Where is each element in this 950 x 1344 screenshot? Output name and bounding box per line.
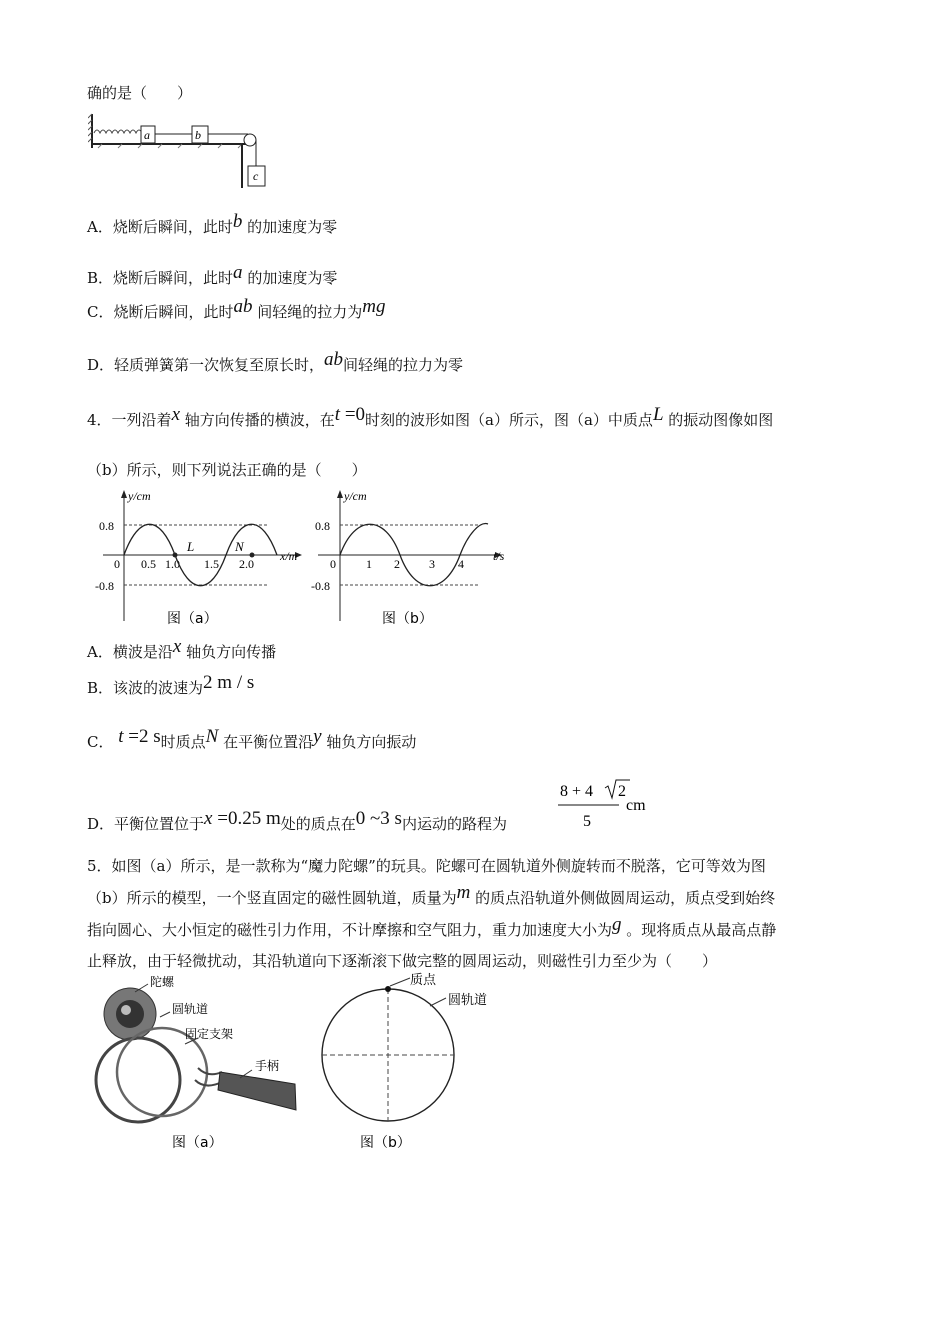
q5-stem [87, 851, 867, 977]
q5-stem-line2: （b）所示的模型，一个竖直固定的磁性圆轨道，质量为m 的质点沿轨道外侧做圆周运动，质点受到始终 [87, 882, 776, 907]
svg-text:图（b）: 图（b） [360, 1135, 411, 1151]
q3-spring-block-figure [88, 108, 278, 190]
q3-stem-tail: 确的是（ ） [87, 84, 193, 102]
svg-text:2.0: 2.0 [239, 557, 254, 571]
svg-text:3: 3 [429, 557, 435, 571]
svg-text:0.5: 0.5 [141, 557, 156, 571]
svg-text:y/cm: y/cm [344, 489, 367, 503]
svg-text:手柄: 手柄 [255, 1059, 280, 1073]
svg-text:-0.8: -0.8 [95, 579, 114, 593]
q5-figure-a-toy [90, 972, 315, 1157]
q3-block-a-label: a [144, 128, 150, 142]
svg-text:0: 0 [114, 557, 120, 571]
q5-figure-b-track [318, 972, 518, 1157]
q3-option-c[interactable]: C．烧断后瞬间，此时ab 间轻绳的拉力为mg [87, 296, 386, 321]
svg-text:1.5: 1.5 [204, 557, 219, 571]
q4-option-b[interactable]: B．该波的波速为2 m / s [87, 672, 255, 697]
svg-text:圆轨道: 圆轨道 [172, 1002, 209, 1016]
q4-option-d[interactable]: D．平衡位置位于x =0.25 m处的质点在0 ~3 s内运动的路程为 [87, 808, 507, 833]
svg-text:0.8: 0.8 [315, 519, 330, 533]
svg-text:-0.8: -0.8 [311, 579, 330, 593]
svg-text:1: 1 [366, 557, 372, 571]
svg-text:图（a）: 图（a） [167, 611, 218, 627]
gyroscope-icon [104, 988, 156, 1040]
svg-text:质点: 质点 [410, 973, 437, 988]
q4-stem-line1: 4．一列沿着x 轴方向传播的横波，在t =0时刻的波形如图（a）所示，图（a）中质点L 的振动图像如图 [87, 404, 774, 429]
svg-text:2: 2 [394, 557, 400, 571]
svg-text:4: 4 [458, 557, 464, 571]
svg-text:2: 2 [618, 783, 626, 800]
q3-block-c-label: c [253, 169, 259, 183]
svg-text:L: L [187, 539, 195, 554]
q3-option-b[interactable]: B．烧断后瞬间，此时a 的加速度为零 [87, 262, 338, 287]
svg-text:固定支架: 固定支架 [185, 1027, 234, 1041]
q4-option-c[interactable]: C． t =2 s时质点N 在平衡位置沿y 轴负方向振动 [87, 726, 417, 751]
q5-stem-line3: 指向圆心、大小恒定的磁性引力作用，不计摩擦和空气阻力，重力加速度大小为g 。现将质点从最高点静 [87, 914, 777, 939]
q3-block-b-label: b [195, 128, 201, 142]
svg-text:8 + 4: 8 + 4 [560, 783, 594, 800]
svg-text:N: N [235, 539, 244, 554]
svg-text:x/m: x/m [280, 549, 298, 563]
q5-stem-line1: 5．如图（a）所示，是一款称为“魔力陀螺”的玩具。陀螺可在圆轨道外侧旋转而不脱落，它可等效为图 [87, 857, 766, 875]
q4-figure-a-wave [95, 486, 310, 631]
svg-text:图（a）: 图（a） [172, 1135, 223, 1151]
q3-option-a[interactable]: A．烧断后瞬间，此时b 的加速度为零 [87, 211, 338, 236]
svg-text:5: 5 [583, 813, 591, 830]
q4-figure-b-vibration [310, 486, 520, 631]
svg-text:y/cm: y/cm [128, 489, 151, 503]
q4-option-a[interactable]: A．横波是沿x 轴负方向传播 [87, 636, 277, 661]
svg-text:图（b）: 图（b） [382, 611, 433, 627]
q3-option-d[interactable]: D．轻质弹簧第一次恢复至原长时，ab间轻绳的拉力为零 [87, 349, 464, 374]
q5-stem-line4: 止释放，由于轻微扰动，其沿轨道向下逐渐滚下做完整的圆周运动，则磁性引力至少为（ ） [87, 952, 718, 970]
svg-text:陀螺: 陀螺 [150, 975, 175, 989]
svg-text:0: 0 [330, 557, 336, 571]
svg-text:cm: cm [626, 797, 646, 814]
svg-text:t/s: t/s [493, 549, 505, 563]
q4-option-d-fraction [555, 778, 660, 834]
q4-stem-line2: （b）所示，则下列说法正确的是（ ） [87, 461, 367, 479]
svg-text:1.0: 1.0 [165, 557, 180, 571]
svg-text:0.8: 0.8 [99, 519, 114, 533]
svg-text:圆轨道: 圆轨道 [448, 993, 488, 1008]
